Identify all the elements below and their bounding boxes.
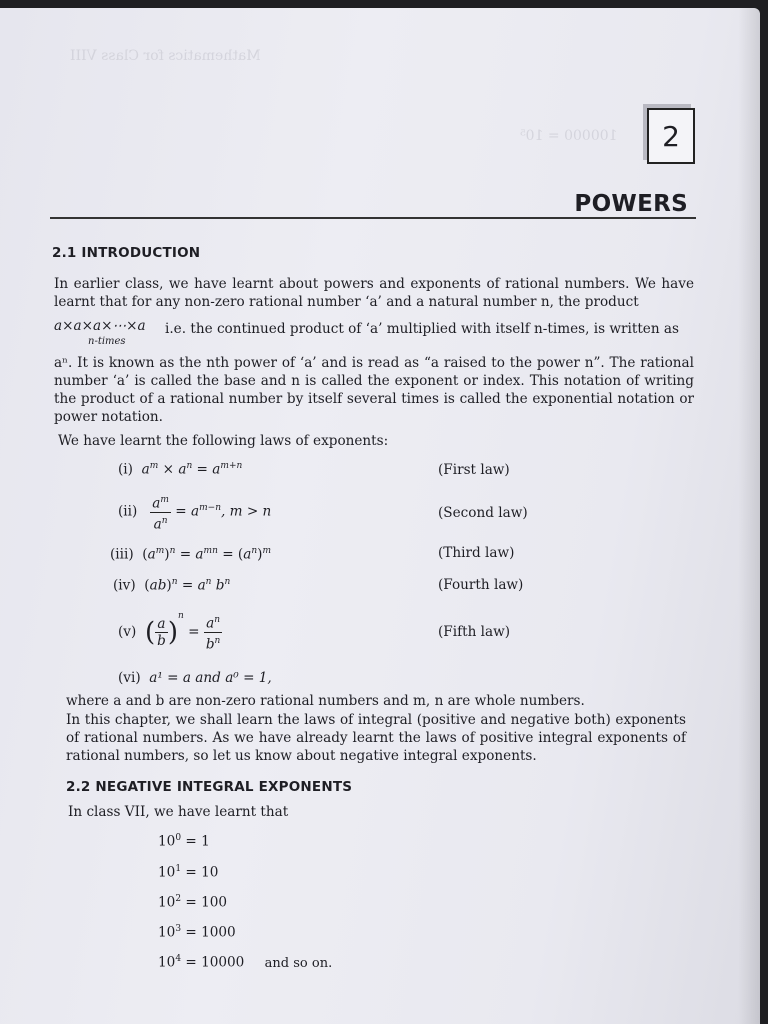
power-row: $10^4 = 10000$ and so on.: [158, 954, 333, 971]
section-heading-negative-exponents: 2.2 NEGATIVE INTEGRAL EXPONENTS: [66, 779, 353, 795]
power-value: = 10: [185, 864, 219, 881]
law-3-name: (Third law): [438, 545, 515, 561]
law-5-inner-fraction: $\frac{a}{b}$: [157, 616, 166, 649]
exponent: 2: [175, 894, 182, 904]
exponent: 3: [175, 924, 182, 934]
law-2-name: (Second law): [438, 505, 528, 521]
chapter-number-box: 2: [647, 108, 695, 164]
textbook-page: [0, 8, 760, 1024]
exponent: 0: [175, 833, 182, 843]
power-definition-paragraph: aⁿ. It is known as the nth power of ‘a’ and is read as “a raised to the power n”. The rational number ‘a’ is called the base and n is called the exponent or index. This notation of writing the product of a rational number by itself several times is called the exponential notation or power notation.: [54, 355, 694, 425]
product-underbrace-label: n-times: [88, 336, 126, 347]
title-rule: [50, 217, 696, 219]
laws-intro: We have learnt the following laws of exponents:: [58, 433, 389, 449]
chapter-scope-paragraph: In this chapter, we shall learn the laws of integral (positive and negative both) exponents of rational numbers. As we have already learnt the laws of positive integral exponents of rational numbers, so let us know about negative integral exponents.: [66, 712, 686, 764]
power-value: = 1: [185, 833, 210, 850]
intro-paragraph: In earlier class, we have learnt about powers and exponents of rational numbers. We have learnt that for any non-zero rational number ‘a’ and a natural number n, the product: [54, 276, 694, 310]
power-row: $10^0 = 1$: [158, 833, 210, 850]
law-2: (ii) $\frac{a^m}{a^n}$ = $a^{m-n}$, m > n: [118, 492, 271, 532]
power-value: = 10000: [185, 954, 245, 971]
law-5-name: (Fifth law): [438, 624, 511, 640]
power-row: $10^2 = 100$: [158, 894, 228, 911]
bleed-through: Mathematics for Class VIII: [70, 48, 261, 64]
and-so-on: and so on.: [264, 955, 333, 971]
law-2-condition: , m > n: [220, 503, 272, 520]
law-3: (iii) $(a^m)^n = a^{mn} = (a^n)^m$: [110, 546, 271, 563]
law-5: (v) ( $\frac{a}{b}$ )$^n$ = $\frac{a^n}{b^n}$: [118, 611, 221, 653]
exponent: 4: [175, 954, 182, 964]
where-statement: where a and b are non-zero rational numbers and m, n are whole numbers.: [66, 693, 585, 709]
law-6-text: a¹ = a and a⁰ = 1,: [149, 670, 272, 686]
product-expr: a×a×a×⋯×a: [54, 318, 146, 334]
law-3-number: (iii): [110, 546, 134, 563]
law-1-number: (i): [118, 461, 133, 478]
law-1-name: (First law): [438, 462, 510, 478]
law-4-number: (iv): [113, 577, 136, 594]
law-4: (iv) $(ab)^n = a^n$ $b^n$: [113, 577, 231, 594]
power-row: $10^1 = 10$: [158, 864, 219, 881]
power-value: = 100: [185, 894, 228, 911]
law-6-number: (vi): [118, 670, 141, 686]
power-value: = 1000: [185, 924, 236, 941]
class-vii-intro: In class VII, we have learnt that: [68, 804, 289, 820]
power-row: $10^3 = 1000$: [158, 924, 236, 941]
chapter-title: POWERS: [574, 191, 688, 217]
section-heading-introduction: 2.1 INTRODUCTION: [52, 245, 201, 261]
bleed-through: 100000 = 10⁵: [520, 128, 618, 144]
exponent: 1: [175, 864, 182, 874]
law-2-number: (ii): [118, 503, 138, 520]
law-1: (i) $a^m \times a^n = a^{m+n}$: [118, 461, 243, 478]
law-4-name: (Fourth law): [438, 577, 524, 593]
law-2-fraction: $\frac{a^m}{a^n}$: [150, 492, 171, 532]
page-shadow: [738, 8, 760, 1024]
intro-continuation: i.e. the continued product of ‘a’ multiplied with itself n-times, is written as: [165, 321, 680, 337]
law-6: [118, 670, 272, 686]
law-5-number: (v): [118, 624, 137, 640]
law-5-result-fraction: $\frac{a^n}{b^n}$: [204, 612, 223, 652]
